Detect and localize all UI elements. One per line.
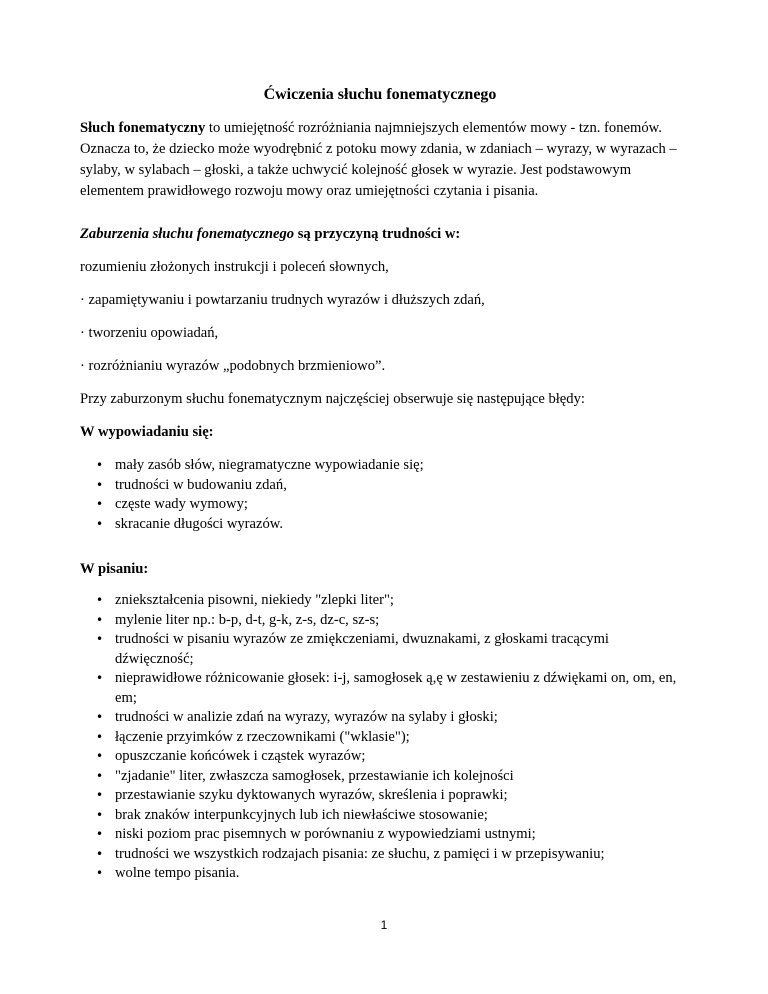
list-item: • łączenie przyimków z rzeczownikami ("wklasie"); bbox=[80, 728, 680, 748]
list-item: • trudności we wszystkich rodzajach pisania: ze słuchu, z pamięci i w przepisywaniu; bbox=[80, 845, 680, 865]
writing-heading: W pisaniu: bbox=[80, 561, 149, 577]
list-item: • brak znaków interpunkcyjnych lub ich niewłaściwe stosowanie; bbox=[80, 806, 680, 826]
disorder-item: · zapamiętywaniu i powtarzaniu trudnych wyrazów i dłuższych zdań, bbox=[80, 292, 485, 308]
list-item: • wolne tempo pisania. bbox=[80, 864, 680, 884]
list-item: • mylenie liter np.: b-p, d-t, g-k, z-s, dz-c, sz-s; bbox=[80, 611, 680, 631]
speaking-heading: W wypowiadaniu się: bbox=[80, 424, 214, 440]
list-item: • mały zasób słów, niegramatyczne wypowiadanie się; bbox=[80, 456, 680, 476]
list-item: • częste wady wymowy; bbox=[80, 495, 680, 515]
disorder-item: · tworzeniu opowiadań, bbox=[80, 325, 219, 341]
disorders-heading bbox=[80, 224, 680, 244]
list-item: • przestawianie szyku dyktowanych wyrazów, skreślenia i poprawki; bbox=[80, 786, 680, 806]
document-title: Ćwiczenia słuchu fonematycznego bbox=[263, 86, 497, 103]
list-item: • "zjadanie" liter, zwłaszcza samogłosek, przestawianie ich kolejności bbox=[80, 767, 680, 787]
list-item: • trudności w budowaniu zdań, bbox=[80, 476, 680, 496]
disorders-heading-rest: są przyczyną trudności w: bbox=[294, 226, 461, 242]
intro-paragraph bbox=[80, 118, 680, 202]
list-item: • niski poziom prac pisemnych w porównaniu z wypowiedziami ustnymi; bbox=[80, 825, 680, 845]
list-item: • trudności w pisaniu wyrazów ze zmiękczeniami, dwuznakami, z głoskami tracącymi dźwięczność; bbox=[80, 630, 680, 669]
list-item: • nieprawidłowe różnicowanie głosek: i-j, samogłosek ą,ę w zestawieniu z dźwiękami on, om, en, em; bbox=[80, 669, 680, 708]
disorder-item: rozumieniu złożonych instrukcji i poleceń słownych, bbox=[80, 259, 389, 275]
errors-intro: Przy zaburzonym słuchu fonematycznym najczęściej obserwuje się następujące błędy: bbox=[80, 391, 585, 407]
list-item: • opuszczanie końcówek i cząstek wyrazów; bbox=[80, 747, 680, 767]
list-item: • zniekształcenia pisowni, niekiedy "zlepki liter"; bbox=[80, 591, 680, 611]
disorder-item: · rozróżnianiu wyrazów „podobnych brzmieniowo”. bbox=[80, 358, 386, 374]
disorders-heading-italic: Zaburzenia słuchu fonematycznego bbox=[80, 226, 295, 242]
intro-term: Słuch fonematyczny bbox=[80, 120, 206, 136]
writing-list bbox=[80, 591, 680, 884]
list-item: • trudności w analizie zdań na wyrazy, wyrazów na sylaby i głoski; bbox=[80, 708, 680, 728]
page-number: 1 bbox=[380, 918, 388, 932]
speaking-list bbox=[80, 456, 680, 534]
intro-text: to umiejętność rozróżniania najmniejszych elementów mowy - tzn. fonemów. Oznacza to, że dziecko może wyodrębnić z potoku mowy zdania, w zdaniach – wyrazy, w wyrazach – sylaby, w sylabach – głoski, a także uchwycić kolejność głosek w wyrazie. Jest podstawowym elementem prawidłowego rozwoju mowy oraz umiejętności czytania i pisania. bbox=[80, 120, 677, 199]
list-item: • skracanie długości wyrazów. bbox=[80, 515, 680, 535]
